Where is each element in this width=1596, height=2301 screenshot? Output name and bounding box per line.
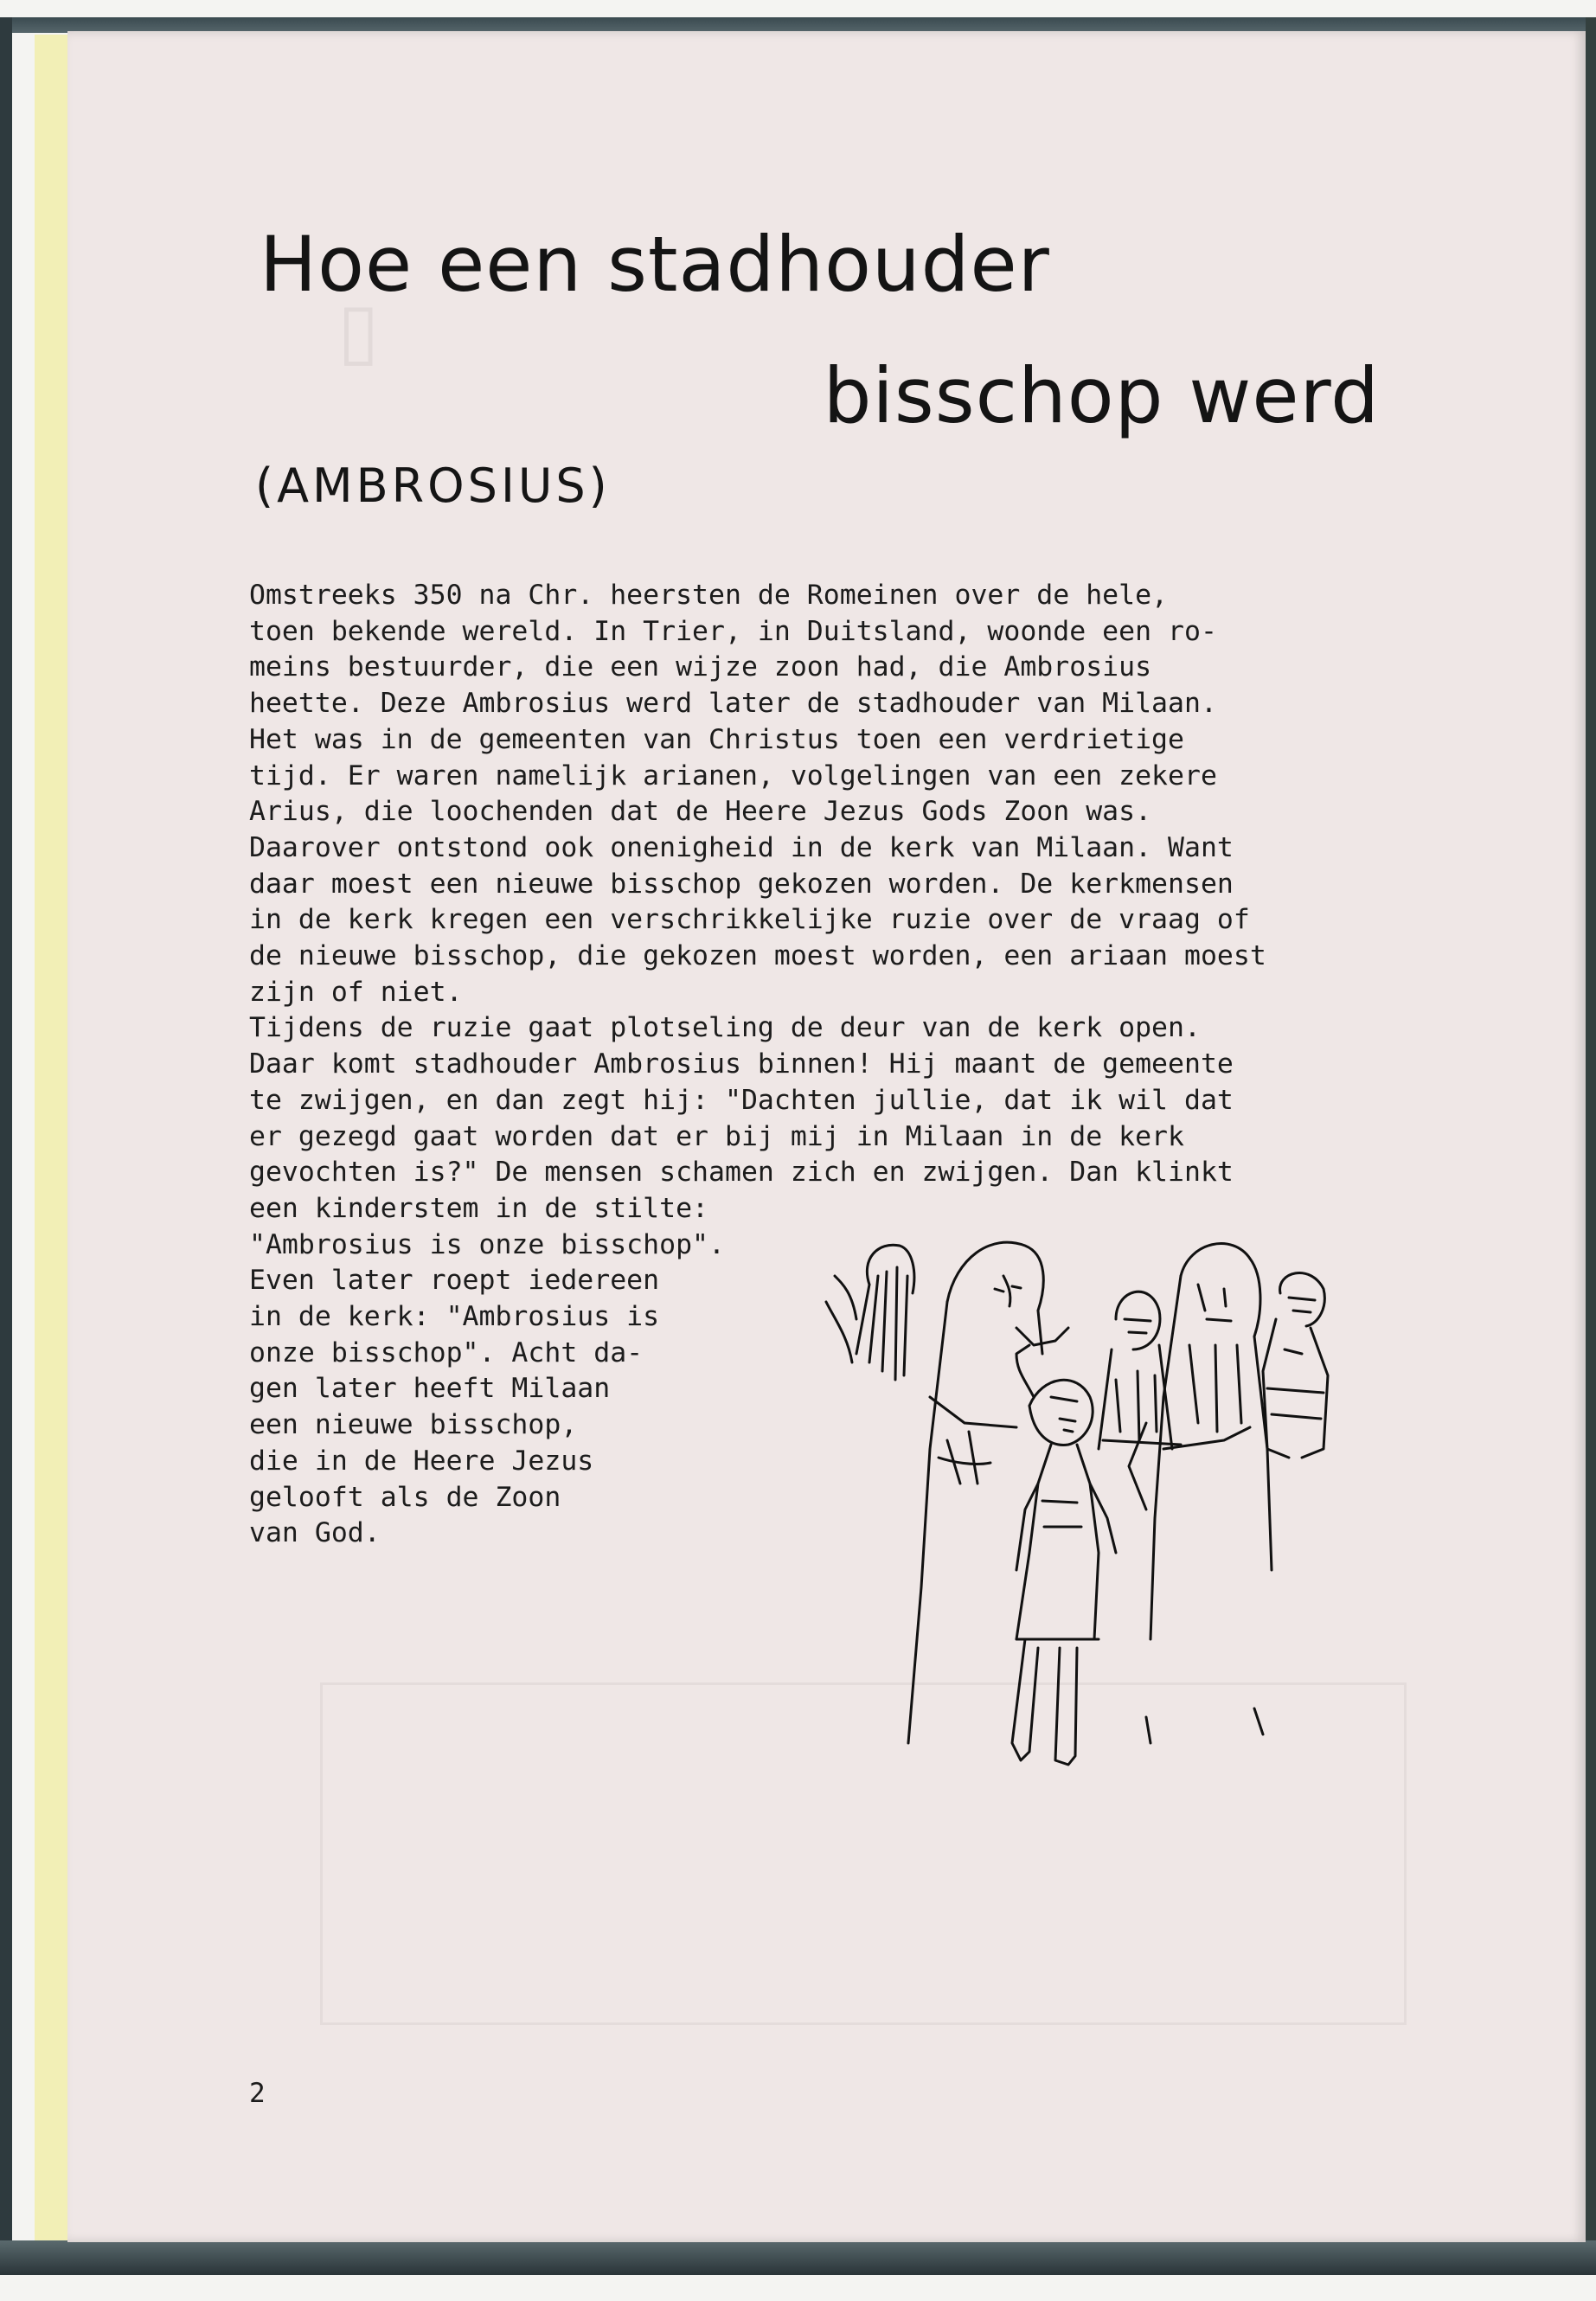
body-line: in de kerk: "Ambrosius is xyxy=(249,1301,660,1333)
title-line-1: Hoe een stadhouder xyxy=(260,220,1050,309)
body-line: zijn of niet. xyxy=(249,976,463,1008)
show-through-text: ▯ xyxy=(337,285,380,375)
body-line: heette. Deze Ambrosius werd later de stadhouder van Milaan. xyxy=(249,688,1217,720)
illustration-ambrosius-crowd xyxy=(817,1224,1336,1830)
body-line: gevochten is?" De mensen schamen zich en zwijgen. Dan klinkt xyxy=(249,1157,1234,1189)
body-line: "Ambrosius is onze bisschop". xyxy=(249,1228,725,1260)
body-line: een kinderstem in de stilte: xyxy=(249,1192,709,1224)
body-line: een nieuwe bisschop, xyxy=(249,1409,578,1441)
book-cover-right-edge xyxy=(1586,17,1596,2275)
book-cover-left-edge xyxy=(0,17,12,2275)
page-number: 2 xyxy=(249,2078,266,2109)
body-line: daar moest een nieuwe bisschop gekozen worden. De kerkmensen xyxy=(249,868,1234,900)
book-cover-bottom-edge xyxy=(0,2240,1596,2275)
body-line: Het was in de gemeenten van Christus toen een verdrietige xyxy=(249,723,1184,755)
body-line: onze bisschop". Acht da- xyxy=(249,1336,644,1368)
title-line-2: bisschop werd xyxy=(823,351,1380,440)
body-line: die in de Heere Jezus xyxy=(249,1445,594,1477)
body-line: tijd. Er waren namelijk arianen, volgelingen van een zekere xyxy=(249,760,1217,792)
body-line: er gezegd gaat worden dat er bij mij in Milaan in de kerk xyxy=(249,1120,1184,1152)
body-line: Omstreeks 350 na Chr. heersten de Romeinen over de hele, xyxy=(249,580,1169,611)
body-line: Daar komt stadhouder Ambrosius binnen! Hij maant de gemeente xyxy=(249,1048,1234,1080)
body-line: toen bekende wereld. In Trier, in Duitsland, woonde een ro- xyxy=(249,615,1217,647)
page-edge-strip xyxy=(35,35,71,2240)
body-line: van God. xyxy=(249,1517,381,1549)
body-line: meins bestuurder, die een wijze zoon had, die Ambrosius xyxy=(249,651,1152,683)
body-line: gen later heeft Milaan xyxy=(249,1373,611,1405)
body-line: Arius, die loochenden dat de Heere Jezus Gods Zoon was. xyxy=(249,796,1152,828)
body-line: de nieuwe bisschop, die gekozen moest worden, een ariaan moest xyxy=(249,940,1266,972)
page-subtitle: (AMBROSIUS) xyxy=(255,458,611,513)
body-line: in de kerk kregen een verschrikkelijke ruzie over de vraag of xyxy=(249,904,1250,936)
body-line: gelooft als de Zoon xyxy=(249,1481,561,1513)
body-line: Daarover ontstond ook onenigheid in de kerk van Milaan. Want xyxy=(249,831,1234,863)
body-line: Tijdens de ruzie gaat plotseling de deur van de kerk open. xyxy=(249,1012,1201,1044)
body-line: Even later roept iedereen xyxy=(249,1265,660,1297)
body-line: te zwijgen, en dan zegt hij: "Dachten jullie, dat ik wil dat xyxy=(249,1084,1234,1116)
page-title xyxy=(260,199,1419,462)
